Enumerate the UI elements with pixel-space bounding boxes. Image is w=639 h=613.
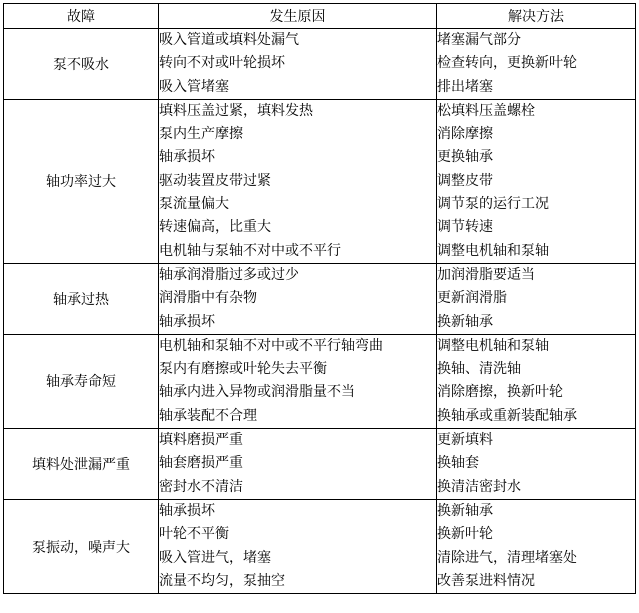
solution-item: 调节泵的运行工况 <box>437 196 549 213</box>
fault-cell: 轴承过热 <box>4 263 159 334</box>
cause-item: 吸入管堵塞 <box>159 78 229 95</box>
solution-cell <box>437 29 636 100</box>
table-row <box>4 263 636 334</box>
cause-item: 泵内有磨擦或叶轮失去平衡 <box>159 361 327 378</box>
solution-item: 消除磨擦，换新叶轮 <box>437 384 563 401</box>
cause-item: 电机轴与泵轴不对中或不平行 <box>159 242 341 259</box>
solution-item: 调整电机轴和泵轴 <box>437 242 549 259</box>
cause-item: 驱动装置皮带过紧 <box>159 172 271 189</box>
fault-cell: 泵振动，噪声大 <box>4 499 159 593</box>
solution-item: 调整皮带 <box>437 172 493 189</box>
cause-cell <box>159 429 437 500</box>
table-row <box>4 334 636 428</box>
fault-cell: 轴承寿命短 <box>4 334 159 428</box>
table-row <box>4 499 636 593</box>
cause-item: 密封水不清洁 <box>159 478 243 495</box>
solution-item: 换轴、清洗轴 <box>437 361 521 378</box>
solution-item: 加润滑脂要适当 <box>437 266 535 283</box>
fault-cell: 泵不吸水 <box>4 29 159 100</box>
solution-cell <box>437 429 636 500</box>
solution-item: 调节转速 <box>437 219 493 236</box>
cause-item: 润滑脂中有杂物 <box>159 290 257 307</box>
solution-item: 换新轴承 <box>437 502 493 519</box>
solution-item: 调整电机轴和泵轴 <box>437 337 549 354</box>
solution-item: 换清洁密封水 <box>437 478 521 495</box>
solution-cell <box>437 499 636 593</box>
cause-item: 转向不对或叶轮损坏 <box>159 55 285 72</box>
cause-item: 电机轴和泵轴不对中或不平行轴弯曲 <box>159 337 383 354</box>
cause-item: 轴承内进入异物或润滑脂量不当 <box>159 384 355 401</box>
cause-item: 转速偏高，比重大 <box>159 219 271 236</box>
solution-item: 更新润滑脂 <box>437 290 507 307</box>
solution-item: 换新轴承 <box>437 313 493 330</box>
header-row <box>4 4 636 29</box>
table-row <box>4 29 636 100</box>
cause-item: 填料磨损严重 <box>159 432 243 449</box>
solution-item: 清除进气，清理堵塞处 <box>437 549 577 566</box>
header-fault: 故障 <box>4 4 159 29</box>
solution-item: 排出堵塞 <box>437 78 493 95</box>
solution-item: 松填料压盖螺栓 <box>437 102 535 119</box>
cause-cell <box>159 29 437 100</box>
cause-item: 吸入管道或填料处漏气 <box>159 32 299 48</box>
table-body <box>4 29 636 594</box>
fault-table <box>3 3 636 594</box>
cause-item: 轴承损坏 <box>159 502 215 519</box>
cause-item: 轴承装配不合理 <box>159 407 257 424</box>
solution-item: 换新叶轮 <box>437 526 493 543</box>
cause-item: 泵内生产摩擦 <box>159 126 243 143</box>
cause-item: 泵流量偏大 <box>159 196 229 213</box>
solution-cell <box>437 263 636 334</box>
solution-item: 堵塞漏气部分 <box>437 32 521 48</box>
cause-cell <box>159 334 437 428</box>
table-row <box>4 99 636 263</box>
cause-item: 叶轮不平衡 <box>159 526 229 543</box>
table-row <box>4 429 636 500</box>
solution-cell <box>437 334 636 428</box>
solution-item: 检查转向，更换新叶轮 <box>437 55 577 72</box>
cause-item: 填料压盖过紧，填料发热 <box>159 102 313 119</box>
fault-cell: 轴功率过大 <box>4 99 159 263</box>
solution-item: 改善泵进料情况 <box>437 572 535 589</box>
cause-item: 轴承润滑脂过多或过少 <box>159 266 299 283</box>
cause-cell <box>159 263 437 334</box>
cause-item: 轴承损坏 <box>159 149 215 166</box>
solution-item: 消除摩擦 <box>437 126 493 143</box>
cause-item: 吸入管进气，堵塞 <box>159 549 271 566</box>
fault-cell: 填料处泄漏严重 <box>4 429 159 500</box>
cause-cell <box>159 99 437 263</box>
solution-item: 更换轴承 <box>437 149 493 166</box>
cause-item: 流量不均匀，泵抽空 <box>159 572 285 589</box>
solution-item: 更新填料 <box>437 432 493 449</box>
cause-item: 轴承损坏 <box>159 313 215 330</box>
header-cause: 发生原因 <box>159 4 437 29</box>
solution-item: 换轴承或重新装配轴承 <box>437 407 577 424</box>
cause-item: 轴套磨损严重 <box>159 455 243 472</box>
cause-cell <box>159 499 437 593</box>
header-solution: 解决方法 <box>437 4 636 29</box>
solution-item: 换轴套 <box>437 455 479 472</box>
solution-cell <box>437 99 636 263</box>
